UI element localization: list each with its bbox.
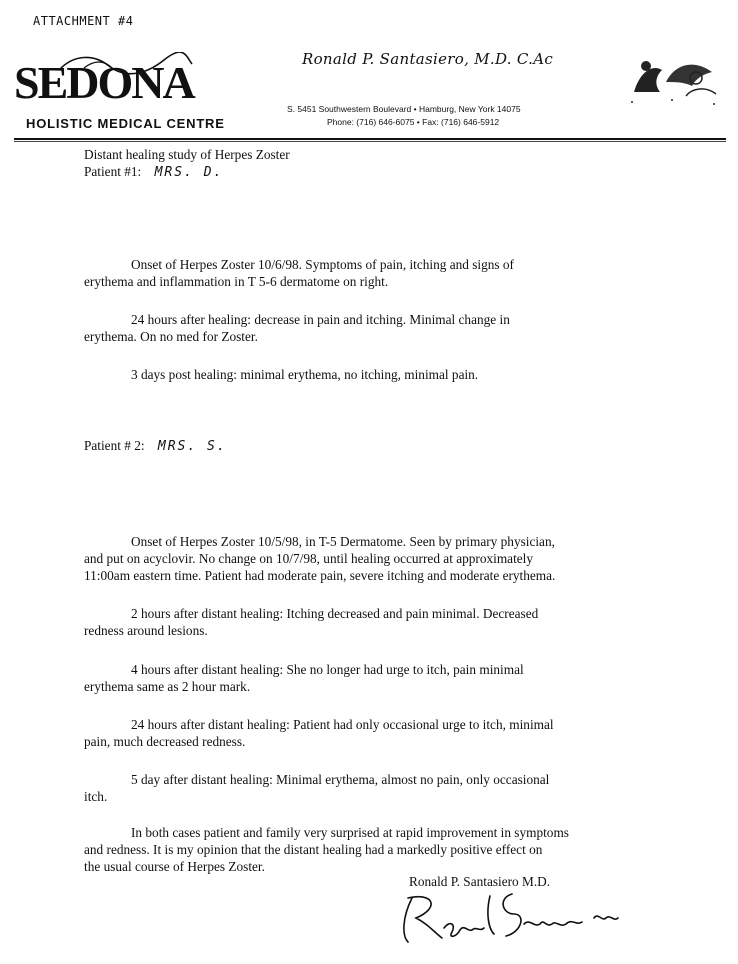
patient2-label: Patient # 2: (84, 438, 145, 453)
p2-2h-line2: redness around lesions. (84, 623, 208, 638)
p2-onset-line2: and put on acyclovir. No change on 10/7/98, until healing occurred at approximately (84, 551, 534, 566)
p2-2h-line1: 2 hours after distant healing: Itching decreased and pain minimal. Decreased (131, 606, 539, 621)
p1-24h-line2: erythema. On no med for Zoster. (84, 329, 258, 344)
p2-onset-line3: 11:00am eastern time. Patient had moderate pain, severe itching and moderate erythema. (84, 568, 556, 583)
patient2-name-handwritten: MRS. S. (157, 439, 227, 454)
letterhead-phone: Phone: (716) 646-6075 • Fax: (716) 646-5912 (327, 117, 500, 127)
p2-24h-line2: pain, much decreased redness. (84, 734, 246, 749)
p1-onset-line2: erythema and inflammation in T 5-6 dermatome on right. (84, 274, 389, 289)
handwritten-signature (394, 888, 634, 948)
patient1-name-handwritten: MRS. D. (154, 165, 224, 180)
patient1-heading (84, 163, 223, 181)
p2-5day-line2: itch. (84, 789, 108, 804)
logo-wordmark: SEDONA (14, 57, 194, 108)
p1-24h-line1: 24 hours after healing: decrease in pain and itching. Minimal change in (131, 312, 510, 327)
conclusion-line1: In both cases patient and family very surprised at rapid improvement in symptoms (131, 825, 569, 840)
p2-5day-line1: 5 day after distant healing: Minimal erythema, almost no pain, only occasional (131, 772, 550, 787)
p2-4h-line2: erythema same as 2 hour mark. (84, 679, 251, 694)
patient2-heading (84, 437, 227, 455)
letterhead-address: S. 5451 Southwestern Boulevard • Hamburg, New York 14075 (287, 104, 521, 114)
study-title: Distant healing study of Herpes Zoster (84, 147, 290, 162)
angel-emblem-icon (626, 52, 722, 108)
conclusion-line2: and redness. It is my opinion that the distant healing had a markedly positive effect on (84, 842, 543, 857)
signatory-name: Ronald P. Santasiero M.D. (409, 874, 551, 889)
letterhead-rule (14, 138, 726, 140)
letterhead-rule-thin (14, 141, 726, 142)
p2-4h-line1: 4 hours after distant healing: She no longer had urge to itch, pain minimal (131, 662, 524, 677)
p2-24h-line1: 24 hours after distant healing: Patient had only occasional urge to itch, minimal (131, 717, 554, 732)
conclusion-line3: the usual course of Herpes Zoster. (84, 859, 265, 874)
sedona-logo (14, 58, 254, 138)
p1-3day-line1: 3 days post healing: minimal erythema, no itching, minimal pain. (131, 367, 479, 382)
patient1-label: Patient #1: (84, 164, 142, 179)
attachment-label: ATTACHMENT #4 (33, 14, 134, 28)
p2-onset-line1: Onset of Herpes Zoster 10/5/98, in T-5 Dermatome. Seen by primary physician, (131, 534, 555, 549)
p1-onset-line1: Onset of Herpes Zoster 10/6/98. Symptoms of pain, itching and signs of (131, 257, 514, 272)
doctor-name-script: Ronald P. Santasiero, M.D. C.Ac (302, 50, 554, 68)
logo-subtitle: HOLISTIC MEDICAL CENTRE (26, 116, 225, 131)
